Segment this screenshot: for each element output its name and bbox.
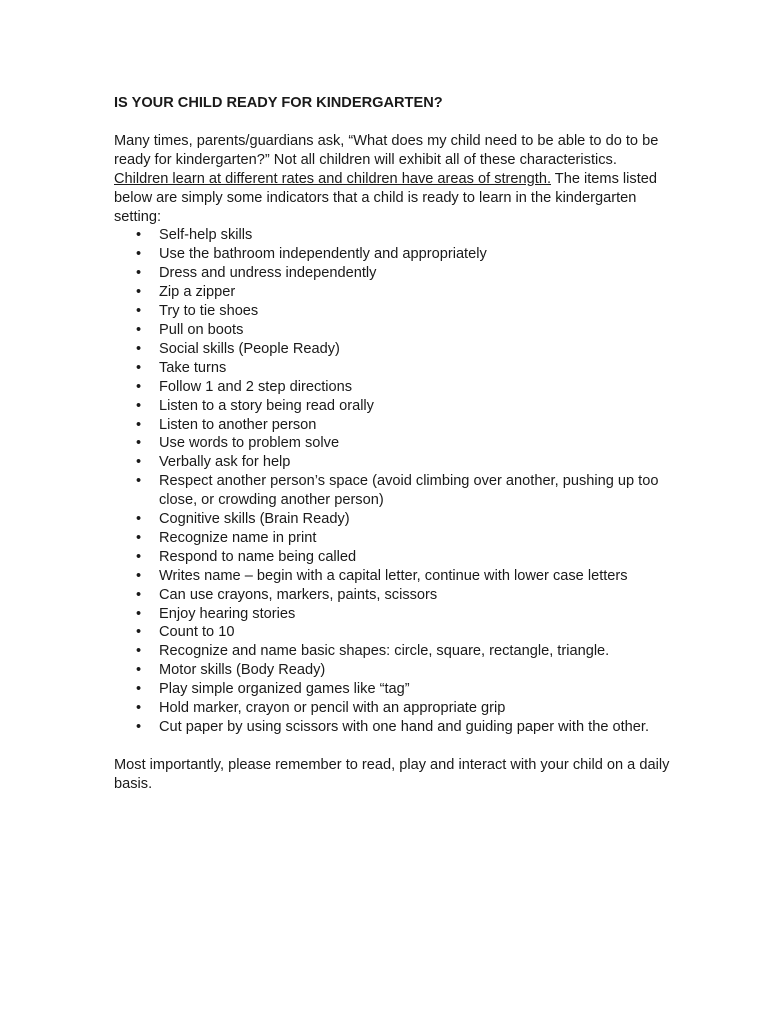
bullet-icon: • <box>136 359 142 376</box>
bullet-icon: • <box>136 265 142 282</box>
list-item <box>114 283 674 302</box>
list-item-text: Listen to a story being read orally <box>159 397 374 414</box>
list-item-text: Zip a zipper <box>159 284 236 301</box>
list-item-text: Respect another person’s space (avoid climbing over another, pushing up too close, or crowding another person) <box>159 473 659 509</box>
bullet-icon: • <box>136 246 142 263</box>
list-item <box>114 567 674 586</box>
bullet-icon: • <box>136 473 142 490</box>
bullet-icon: • <box>136 511 142 528</box>
list-item <box>114 359 674 378</box>
bullet-icon: • <box>136 662 142 679</box>
bullet-icon: • <box>136 303 142 320</box>
list-item-text: Can use crayons, markers, paints, scissors <box>159 586 438 603</box>
intro-text-underlined: Children learn at different rates and children have areas of strength. <box>114 170 551 187</box>
bullet-icon: • <box>136 586 142 603</box>
bullet-icon: • <box>136 435 142 452</box>
list-item <box>114 245 674 264</box>
list-item-text: Dress and undress independently <box>159 265 377 282</box>
intro-text-before: Many times, parents/guardians ask, “What does my child need to be able to do to be ready for kindergarten?” Not all children will exhibit all of these characteristics. <box>114 132 659 168</box>
list-item-text: Cut paper by using scissors with one hand and guiding paper with the other. <box>159 719 650 735</box>
intro-text-after: The items listed below are simply some indicators that a child is ready to learn in the kindergarten setting: <box>114 170 657 225</box>
list-item-text: Recognize name in print <box>159 529 317 546</box>
list-item-text: Follow 1 and 2 step directions <box>159 378 353 395</box>
list-item-text: Social skills (People Ready) <box>159 340 340 357</box>
list-item-text: Use the bathroom independently and appropriately <box>159 246 487 263</box>
bullet-icon: • <box>136 719 142 735</box>
document-title: IS YOUR CHILD READY FOR KINDERGARTEN? <box>114 95 443 111</box>
list-item-text: Listen to another person <box>159 416 317 433</box>
list-item-text: Play simple organized games like “tag” <box>159 681 410 698</box>
list-item <box>114 605 674 624</box>
list-item-text: Motor skills (Body Ready) <box>159 662 326 679</box>
list-item <box>114 434 674 453</box>
bullet-icon: • <box>136 227 142 244</box>
readiness-list <box>114 226 674 736</box>
list-item <box>114 661 674 680</box>
list-item <box>114 472 674 510</box>
list-item <box>114 226 674 245</box>
list-item-text: Use words to problem solve <box>159 435 340 452</box>
list-item <box>114 264 674 283</box>
list-item-text: Count to 10 <box>159 624 235 641</box>
list-item <box>114 416 674 435</box>
bullet-icon: • <box>136 397 142 414</box>
list-item-text: Self-help skills <box>159 227 253 244</box>
list-item-text: Verbally ask for help <box>159 454 291 471</box>
bullet-icon: • <box>136 567 142 584</box>
bullet-icon: • <box>136 700 142 717</box>
list-item <box>114 340 674 359</box>
intro-paragraph <box>114 132 674 227</box>
list-item <box>114 699 674 718</box>
list-item <box>114 321 674 340</box>
bullet-icon: • <box>136 378 142 395</box>
list-item <box>114 548 674 567</box>
list-item-text: Take turns <box>159 359 227 376</box>
list-item-text: Respond to name being called <box>159 548 357 565</box>
list-item <box>114 302 674 321</box>
bullet-icon: • <box>136 416 142 433</box>
list-item-text: Try to tie shoes <box>159 303 259 320</box>
bullet-icon: • <box>136 454 142 471</box>
list-item-text: Pull on boots <box>159 321 244 338</box>
bullet-icon: • <box>136 284 142 301</box>
bullet-icon: • <box>136 548 142 565</box>
bullet-icon: • <box>136 624 142 641</box>
bullet-icon: • <box>136 605 142 622</box>
list-item <box>114 529 674 548</box>
list-item <box>114 642 674 661</box>
list-item <box>114 680 674 699</box>
list-item-text: Writes name – begin with a capital letter, continue with lower case letters <box>159 567 628 584</box>
list-item <box>114 510 674 529</box>
document-page <box>114 94 674 794</box>
closing-paragraph: Most importantly, please remember to read, play and interact with your child on a daily basis. <box>114 756 670 792</box>
bullet-icon: • <box>136 643 142 660</box>
bullet-icon: • <box>136 529 142 546</box>
list-item-text: Hold marker, crayon or pencil with an appropriate grip <box>159 700 506 717</box>
bullet-icon: • <box>136 340 142 357</box>
list-item <box>114 586 674 605</box>
list-item <box>114 378 674 397</box>
list-item-text: Cognitive skills (Brain Ready) <box>159 511 350 528</box>
bullet-icon: • <box>136 321 142 338</box>
list-item <box>114 453 674 472</box>
list-item <box>114 397 674 416</box>
list-item <box>114 718 674 737</box>
list-item <box>114 623 674 642</box>
bullet-icon: • <box>136 681 142 698</box>
list-item-text: Recognize and name basic shapes: circle, square, rectangle, triangle. <box>159 643 610 660</box>
list-item-text: Enjoy hearing stories <box>159 605 296 622</box>
